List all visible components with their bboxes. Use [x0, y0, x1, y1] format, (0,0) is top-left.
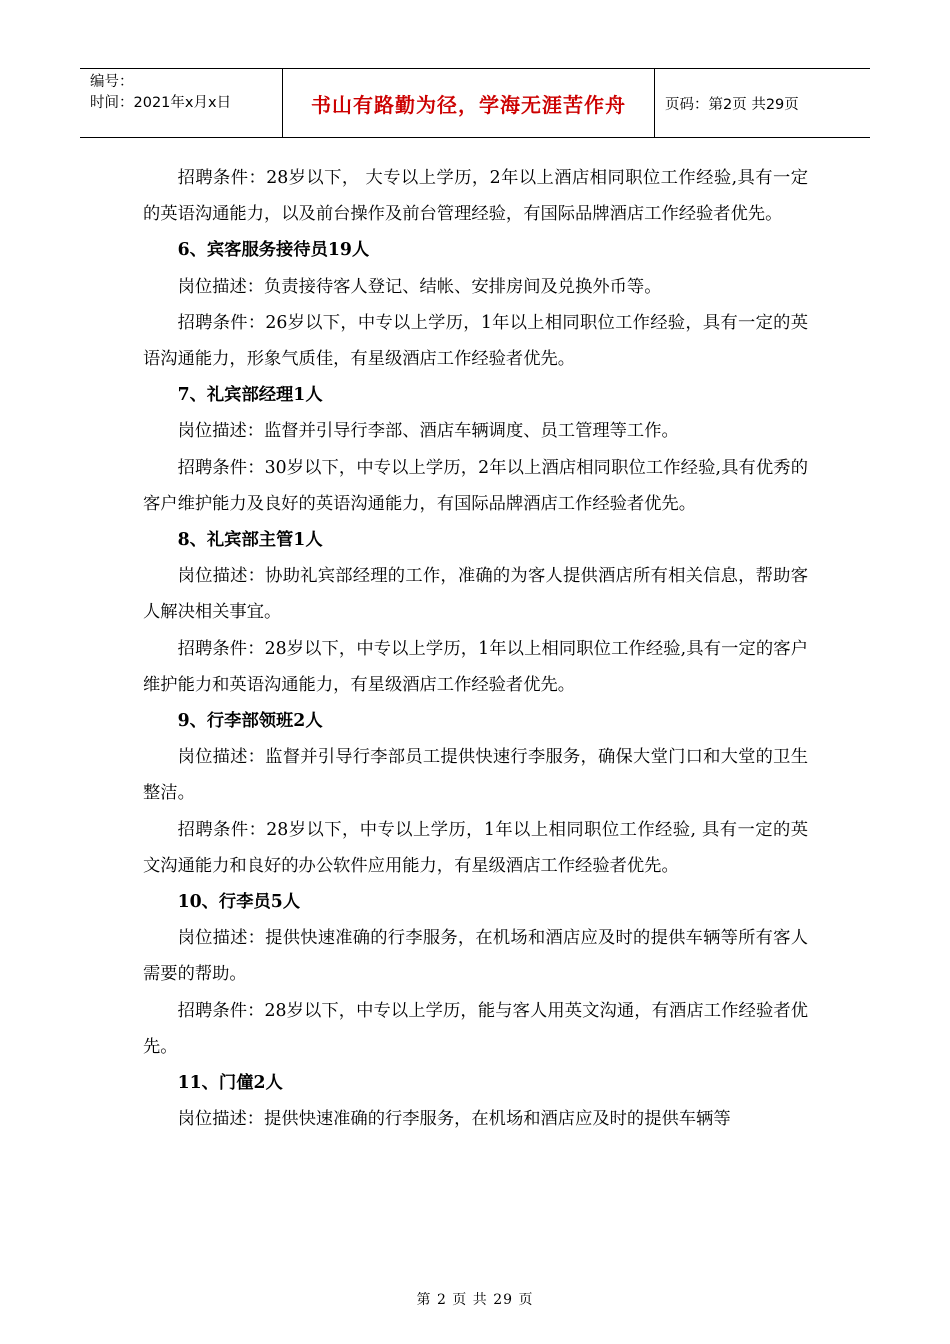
paragraph: 岗位描述：提供快速准确的行李服务，在机场和酒店应及时的提供车辆等: [177, 1109, 731, 1130]
header-page-info: 页码：第2页 共29页: [665, 96, 799, 113]
document-body: [143, 160, 808, 1137]
paragraph: 岗位描述：负责接待客人登记、结帐、安排房间及兑换外币等。: [177, 276, 662, 297]
page-header: [80, 68, 870, 138]
paragraph: 招聘条件：28岁以下，中专以上学历，1年以上相同职位工作经验, 具有一定的英文沟通能力和良好的办公软件应用能力，有星级酒店工作经验者优先。: [143, 819, 808, 876]
section-heading: 11、门僮2人: [177, 1073, 283, 1094]
page-footer: [0, 1289, 950, 1309]
section-heading: 9、行李部领班2人: [177, 711, 323, 732]
section-heading: 8、礼宾部主管1人: [177, 530, 323, 551]
section-heading: 7、礼宾部经理1人: [177, 385, 323, 406]
paragraph: 岗位描述：监督并引导行李部员工提供快速行李服务，确保大堂门口和大堂的卫生整洁。: [143, 747, 808, 804]
paragraph: 岗位描述：提供快速准确的行李服务，在机场和酒店应及时的提供车辆等所有客人需要的帮助。: [143, 928, 808, 985]
footer-page-number: 第 2 页 共 29 页: [416, 1292, 534, 1308]
header-page-info-cell: [655, 69, 870, 137]
document-date: 时间：2021年x月x日: [90, 95, 232, 111]
paragraph: 岗位描述：监督并引导行李部、酒店车辆调度、员工管理等工作。: [177, 421, 679, 442]
section-heading: 6、宾客服务接待员19人: [177, 240, 370, 261]
document-number-label: 编号：: [90, 74, 134, 90]
section-heading: 10、行李员5人: [177, 892, 301, 913]
header-motto-cell: [283, 69, 655, 137]
header-meta: [80, 69, 283, 137]
paragraph: 招聘条件：28岁以下，中专以上学历，1年以上相同职位工作经验,具有一定的客户维护能力和英语沟通能力，有星级酒店工作经验者优先。: [143, 638, 808, 695]
paragraph: 招聘条件：26岁以下，中专以上学历，1年以上相同职位工作经验，具有一定的英语沟通能力，形象气质佳，有星级酒店工作经验者优先。: [143, 312, 808, 370]
paragraph: 招聘条件：28岁以下， 大专以上学历，2年以上酒店相同职位工作经验,具有一定的英语沟通能力，以及前台操作及前台管理经验，有国际品牌酒店工作经验者优先。: [143, 168, 808, 225]
paragraph: 招聘条件：28岁以下，中专以上学历，能与客人用英文沟通，有酒店工作经验者优先。: [143, 1000, 808, 1057]
paragraph: 岗位描述：协助礼宾部经理的工作，准确的为客人提供酒店所有相关信息，帮助客人解决相关事宜。: [143, 566, 808, 623]
paragraph: 招聘条件：30岁以下，中专以上学历，2年以上酒店相同职位工作经验,具有优秀的客户维护能力及良好的英语沟通能力，有国际品牌酒店工作经验者优先。: [143, 457, 808, 514]
header-motto: 书山有路勤为径，学海无涯苦作舟: [311, 92, 626, 117]
